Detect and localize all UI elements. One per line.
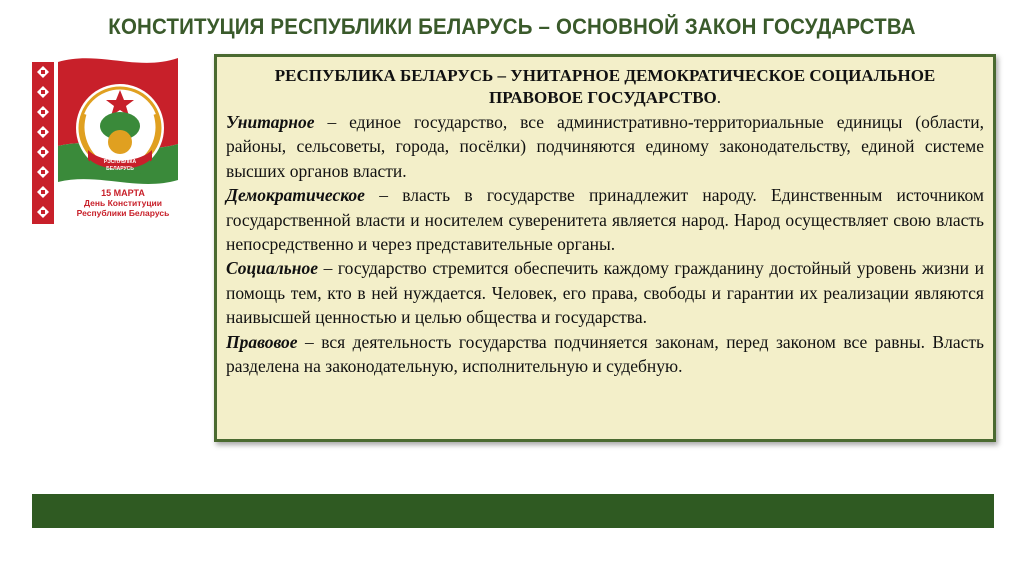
emblem-ribbon-text-2: БЕЛАРУСЬ [106,166,134,172]
term-democratic: Демократическое [226,185,365,206]
text-social: – государство стремится обеспечить каждому гражданину достойный уровень жизни и помощь тем, кто в ней нуждается. Человек, его права, свободы и гарантии их реализации являются наивысшей ценностью и целью общества и государства. [226,258,984,328]
box-heading-suffix: . [716,88,722,107]
box-heading-part-1: РЕСПУБЛИКА БЕЛАРУСЬ – УНИТАРНОЕ ДЕМОКРАТИЧЕСКОЕ СОЦИАЛЬНОЕ [274,66,936,85]
caption-holiday: День Конституции [83,198,162,208]
box-heading [226,65,984,109]
paragraph-social [226,256,984,329]
emblem-ribbon-text-1: РЭСПУБЛІКА [103,159,137,165]
text-legal: – вся деятельность государства подчиняется законам, перед законом все равны. Власть разделена на законодательную, исполнительную и судебную. [226,331,984,377]
ornament-pattern [32,62,54,224]
term-social: Социальное [226,258,318,279]
caption-date: 15 МАРТА [101,188,145,198]
term-legal: Правовое [226,331,298,352]
paragraph-legal [226,330,984,379]
paragraph-unitary [226,110,984,183]
text-democratic: – власть в государстве принадлежит народу. Единственным источником государственной власти и носителем суверенитета является народ. Народ осуществляет свою власть непосредственно и через представительные органы. [226,185,984,255]
paragraph-democratic [226,183,984,256]
slide-title: КОНСТИТУЦИЯ РЕСПУБЛИКИ БЕЛАРУСЬ – ОСНОВНОЙ ЗАКОН ГОСУДАРСТВА [108,14,916,39]
text-unitary: – единое государство, все административно-территориальные единицы (области, районы, сельсоветы, города, посёлки) подчиняются единому законодательству, единой системе высших органов власти. [226,112,984,181]
emblem-caption [58,188,188,218]
box-heading-part-2: ПРАВОВОЕ ГОСУДАРСТВО [488,88,717,107]
content-box [214,54,996,442]
bottom-band [32,494,994,528]
term-unitary: Унитарное [226,112,315,132]
caption-country: Республики Беларусь [76,208,170,218]
